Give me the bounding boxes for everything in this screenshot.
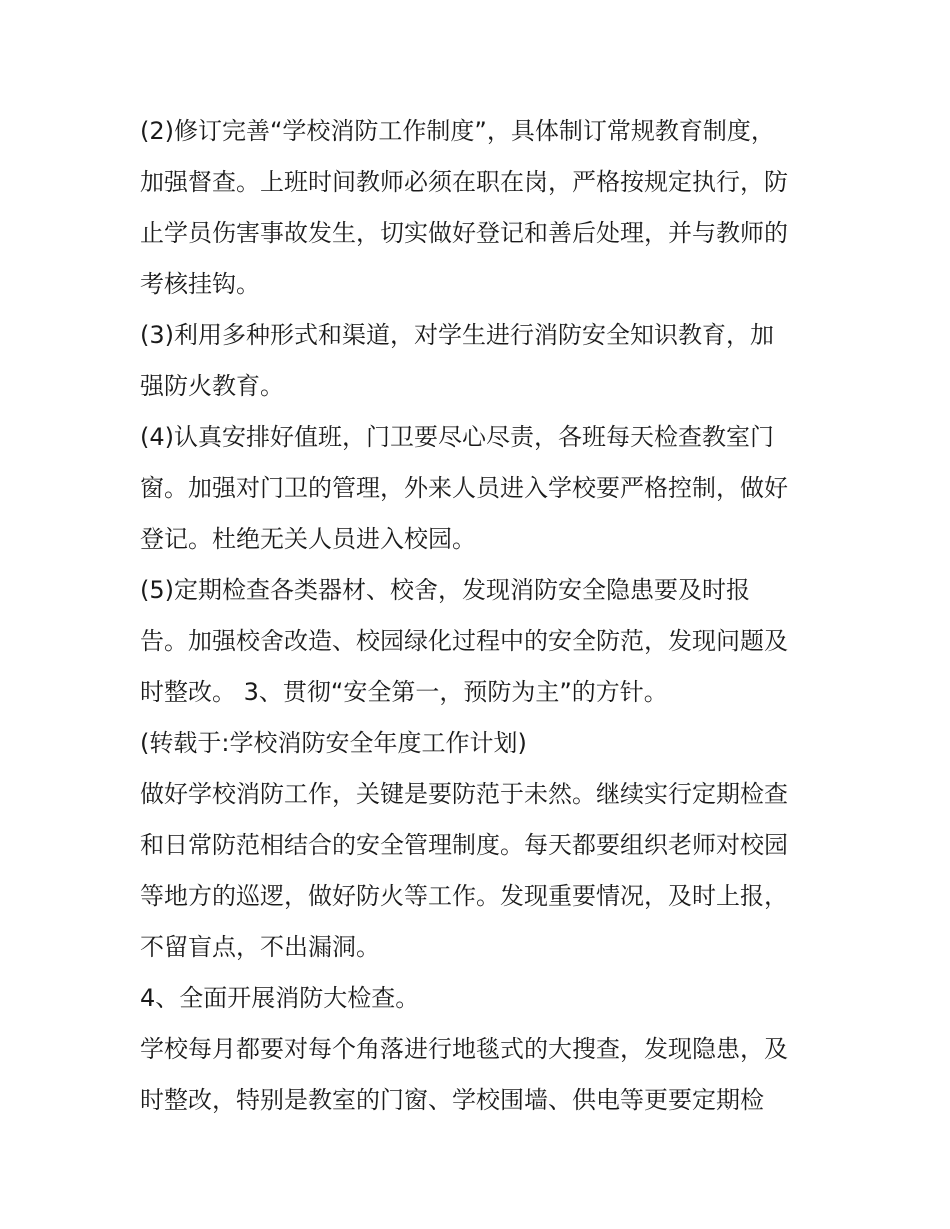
text-line: 不留盲点，不出漏洞。 — [140, 933, 380, 961]
text-line: 登记。杜绝无关人员进入校园。 — [140, 525, 476, 553]
document-body — [140, 106, 820, 1126]
text-line: 窗。加强对门卫的管理，外来人员进入学校要严格控制，做好 — [140, 474, 788, 502]
text-line: (转载于:学校消防安全年度工作计划) — [140, 729, 527, 757]
text-line: (4)认真安排好值班，门卫要尽心尽责，各班每天检查教室门 — [140, 423, 774, 451]
text-line: 时整改，特别是教室的门窗、学校围墙、供电等更要定期检 — [140, 1086, 764, 1114]
text-line: 4、全面开展消防大检查。 — [140, 984, 420, 1012]
text-line: (2)修订完善“学校消防工作制度”，具体制订常规教育制度， — [140, 117, 775, 145]
text-line: (5)定期检查各类器材、校舍，发现消防安全隐患要及时报 — [140, 576, 750, 604]
text-line: (3)利用多种形式和渠道，对学生进行消防安全知识教育，加 — [140, 321, 774, 349]
text-line: 强防火教育。 — [140, 372, 284, 400]
text-line: 止学员伤害事故发生，切实做好登记和善后处理，并与教师的 — [140, 219, 788, 247]
text-line: 加强督查。上班时间教师必须在职在岗，严格按规定执行，防 — [140, 168, 788, 196]
text-line: 等地方的巡逻，做好防火等工作。发现重要情况，及时上报， — [140, 882, 788, 910]
text-line: 学校每月都要对每个角落进行地毯式的大搜查，发现隐患，及 — [140, 1035, 788, 1063]
text-line: 和日常防范相结合的安全管理制度。每天都要组织老师对校园 — [140, 831, 788, 859]
text-line: 做好学校消防工作，关键是要防范于未然。继续实行定期检查 — [140, 780, 788, 808]
text-line: 时整改。 3、贯彻“安全第一，预防为主”的方针。 — [140, 678, 668, 706]
text-line: 考核挂钩。 — [140, 270, 260, 298]
text-line: 告。加强校舍改造、校园绿化过程中的安全防范，发现问题及 — [140, 627, 788, 655]
